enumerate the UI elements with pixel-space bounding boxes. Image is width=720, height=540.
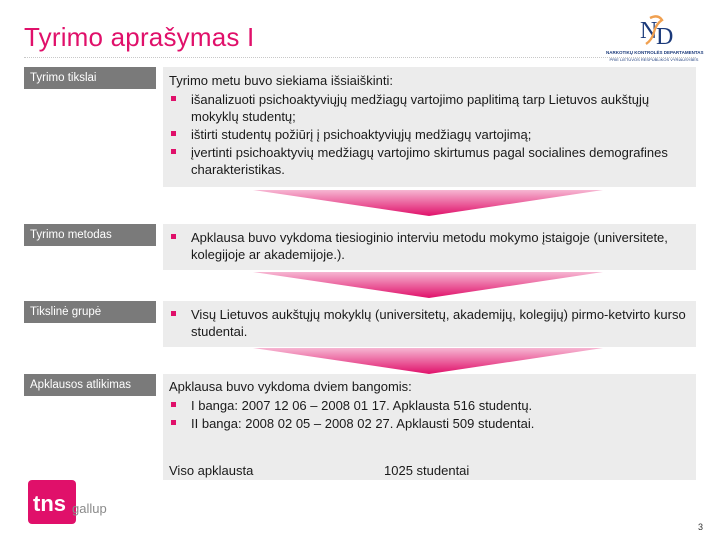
section-arrow-3 [163, 348, 696, 374]
panel-tiksline-grupe [163, 301, 696, 347]
label-tyrimo-tikslai: Tyrimo tikslai [24, 67, 156, 89]
label-tyrimo-metodas: Tyrimo metodas [24, 224, 156, 246]
total-label: Viso apklausta [169, 463, 254, 478]
panel-apklausos-atlikimas [163, 374, 696, 480]
list-item [163, 126, 696, 143]
page-number: 3 [698, 522, 704, 532]
tns-text: tns [33, 491, 66, 516]
tns-gallup-logo [28, 480, 108, 530]
tns-logo-icon [28, 480, 108, 530]
list-item-text: ištirti studentų požiūrį į psichoaktyviųjų medžiagų vartojimą; [191, 127, 532, 142]
bullet-icon [171, 420, 176, 425]
list-item-text: I banga: 2007 12 06 – 2008 01 17. Apklausta 516 studentų. [191, 398, 533, 413]
slide-title: Tyrimo aprašymas I [24, 22, 255, 52]
section-arrow-1 [163, 190, 696, 216]
bullet-icon [171, 311, 176, 316]
svg-text:N: N [640, 18, 658, 44]
atlikimas-lead: Apklausa buvo vykdoma dviem bangomis: [169, 379, 412, 394]
list-item-text: įvertinti psichoaktyvių medžiagų vartojimo skirtumus pagal socialines demografines charakteristikas. [191, 145, 668, 177]
tikslai-lead: Tyrimo metu buvo siekiama išsiaiškinti: [169, 73, 393, 88]
list-item [163, 415, 696, 432]
bullet-icon [171, 131, 176, 136]
bullet-icon [171, 402, 176, 407]
bullet-icon [171, 96, 176, 101]
logo-line-2: PRIE LIETUVOS RESPUBLIKOS VYRIAUSYBĖS [609, 57, 699, 62]
gallup-text: gallup [72, 501, 107, 516]
svg-text:D: D [656, 24, 674, 50]
label-tiksline-grupe: Tikslinė grupė [24, 301, 156, 323]
section-arrow-2 [163, 272, 696, 298]
panel-tyrimo-metodas [163, 224, 696, 270]
title-divider [24, 57, 696, 58]
list-item [163, 91, 696, 125]
logo-line-1: NARKOTIKŲ KONTROLĖS DEPARTAMENTAS [606, 50, 704, 55]
bullet-icon [171, 234, 176, 239]
nkd-logo [606, 10, 702, 66]
list-item-text: išanalizuoti psichoaktyviųjų medžiagų vartojimo paplitimą tarp Lietuvos aukštųjų mokyklų studentų; [191, 92, 650, 124]
panel-tyrimo-tikslai [163, 67, 696, 187]
list-item [163, 306, 696, 340]
nkd-emblem-icon [606, 10, 702, 50]
list-item [163, 397, 696, 414]
list-item-text: Visų Lietuvos aukštųjų mokyklų (universitetų, akademijų, kolegijų) pirmo-ketvirto kurso studentai. [191, 307, 686, 339]
list-item-text: Apklausa buvo vykdoma tiesioginio interviu metodu mokymo įstaigoje (universitete, kolegijoje ar akademijoje.). [191, 230, 668, 262]
list-item [163, 229, 696, 263]
list-item [163, 144, 696, 178]
list-item-text: II banga: 2008 02 05 – 2008 02 27. Apklausti 509 studentai. [191, 416, 535, 431]
bullet-icon [171, 149, 176, 154]
label-apklausos-atlikimas: Apklausos atlikimas [24, 374, 156, 396]
total-value: 1025 studentai [384, 463, 470, 478]
